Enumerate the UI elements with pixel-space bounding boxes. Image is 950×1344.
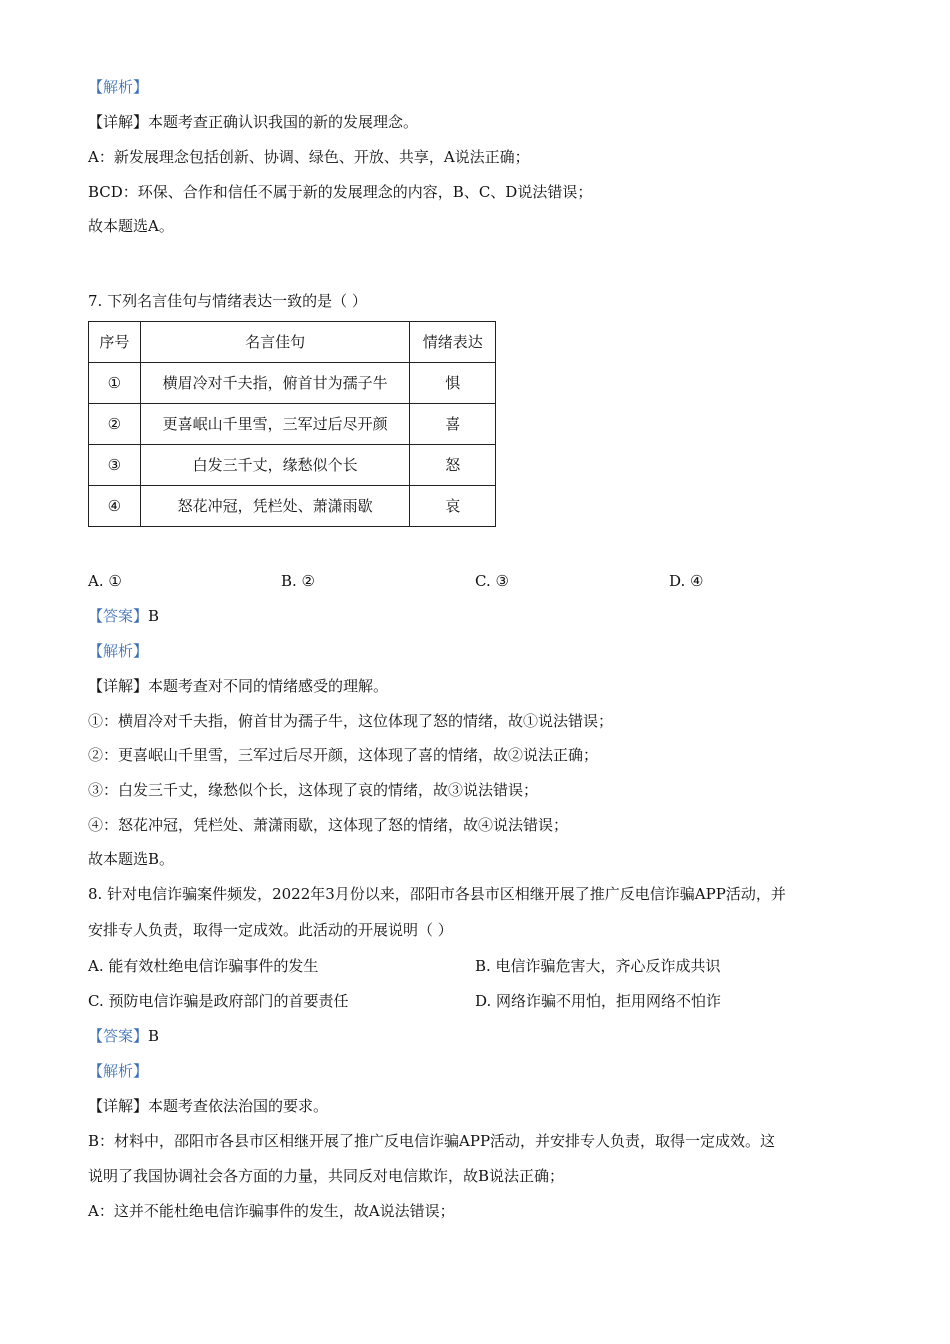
q7-analysis-label: 【解析】	[88, 642, 149, 660]
table-cell: ④	[89, 486, 141, 527]
q8-option-a: A. 能有效杜绝电信诈骗事件的发生	[88, 957, 319, 975]
q7-option-d: D. ④	[669, 572, 704, 590]
q8-option-c: C. 预防电信诈骗是政府部门的首要责任	[88, 992, 349, 1010]
q8-stem-line1: 8. 针对电信诈骗案件频发，2022年3月份以来，邵阳市各县市区相继开展了推广反电信诈骗APP活动，并	[88, 885, 786, 903]
q7-line: ④：怒花冲冠，凭栏处、萧潇雨歇，这体现了怒的情绪，故④说法错误；	[88, 816, 569, 834]
answer-value: B	[148, 1027, 160, 1045]
table-cell: 更喜岷山千里雪，三军过后尽开颜	[140, 404, 410, 445]
table-row	[89, 404, 496, 445]
q8-line: B：材料中，邵阳市各县市区相继开展了推广反电信诈骗APP活动，并安排专人负责，取得一定成效。这	[88, 1132, 776, 1150]
header-cell: 序号	[89, 322, 141, 363]
table-cell: 怒花冲冠，凭栏处、萧潇雨歇	[140, 486, 410, 527]
q7-line: 故本题选B。	[88, 850, 175, 868]
q7-line: ③：白发三千丈，缘愁似个长，这体现了哀的情绪，故③说法错误；	[88, 781, 539, 799]
q8-answer	[88, 1026, 159, 1046]
q7-line: ①：横眉冷对千夫指，俯首甘为孺子牛，这位体现了怒的情绪，故①说法错误；	[88, 712, 614, 730]
q7-option-a: A. ①	[88, 572, 122, 590]
table-row	[89, 445, 496, 486]
answer-label: 【答案】	[88, 607, 149, 625]
q7-answer	[88, 606, 159, 626]
q8-detail: 【详解】本题考查依法治国的要求。	[88, 1097, 329, 1115]
q7-option-c: C. ③	[475, 572, 509, 590]
q8-option-b: B. 电信诈骗危害大，齐心反诈成共识	[475, 957, 721, 975]
table-cell: ①	[89, 363, 141, 404]
header-cell: 名言佳句	[140, 322, 410, 363]
q8-option-d: D. 网络诈骗不用怕，拒用网络不怕诈	[475, 992, 722, 1010]
q6-detail: 【详解】本题考查正确认识我国的新的发展理念。	[88, 113, 419, 131]
header-cell: 情绪表达	[410, 322, 496, 363]
q6-line: A：新发展理念包括创新、协调、绿色、开放、共享，A说法正确；	[88, 148, 530, 166]
q8-analysis-label: 【解析】	[88, 1062, 149, 1080]
table-header-row	[89, 322, 496, 363]
q6-line: BCD：环保、合作和信任不属于新的发展理念的内容，B、C、D说法错误；	[88, 183, 593, 201]
q6-line: 故本题选A。	[88, 217, 174, 235]
q7-option-b: B. ②	[281, 572, 316, 590]
q8-stem-line2: 安排专人负责，取得一定成效。此活动的开展说明（ ）	[88, 921, 453, 939]
table-cell: 喜	[410, 404, 496, 445]
q7-line: ②：更喜岷山千里雪，三军过后尽开颜，这体现了喜的情绪，故②说法正确；	[88, 746, 599, 764]
q7-table	[88, 321, 496, 527]
q8-line: A：这并不能杜绝电信诈骗事件的发生，故A说法错误；	[88, 1202, 455, 1220]
q7-detail: 【详解】本题考查对不同的情绪感受的理解。	[88, 677, 389, 695]
table-row	[89, 363, 496, 404]
table-cell: 横眉冷对千夫指，俯首甘为孺子牛	[140, 363, 410, 404]
q7-stem: 7. 下列名言佳句与情绪表达一致的是（ ）	[88, 292, 367, 310]
table-cell: 怒	[410, 445, 496, 486]
table-cell: 白发三千丈，缘愁似个长	[140, 445, 410, 486]
table-row	[89, 486, 496, 527]
table-cell: ②	[89, 404, 141, 445]
table-cell: 哀	[410, 486, 496, 527]
table-cell: ③	[89, 445, 141, 486]
table-cell: 惧	[410, 363, 496, 404]
q8-line: 说明了我国协调社会各方面的力量，共同反对电信欺诈，故B说法正确；	[88, 1167, 565, 1185]
answer-value: B	[148, 607, 160, 625]
answer-label: 【答案】	[88, 1027, 149, 1045]
q6-analysis-label: 【解析】	[88, 78, 149, 96]
